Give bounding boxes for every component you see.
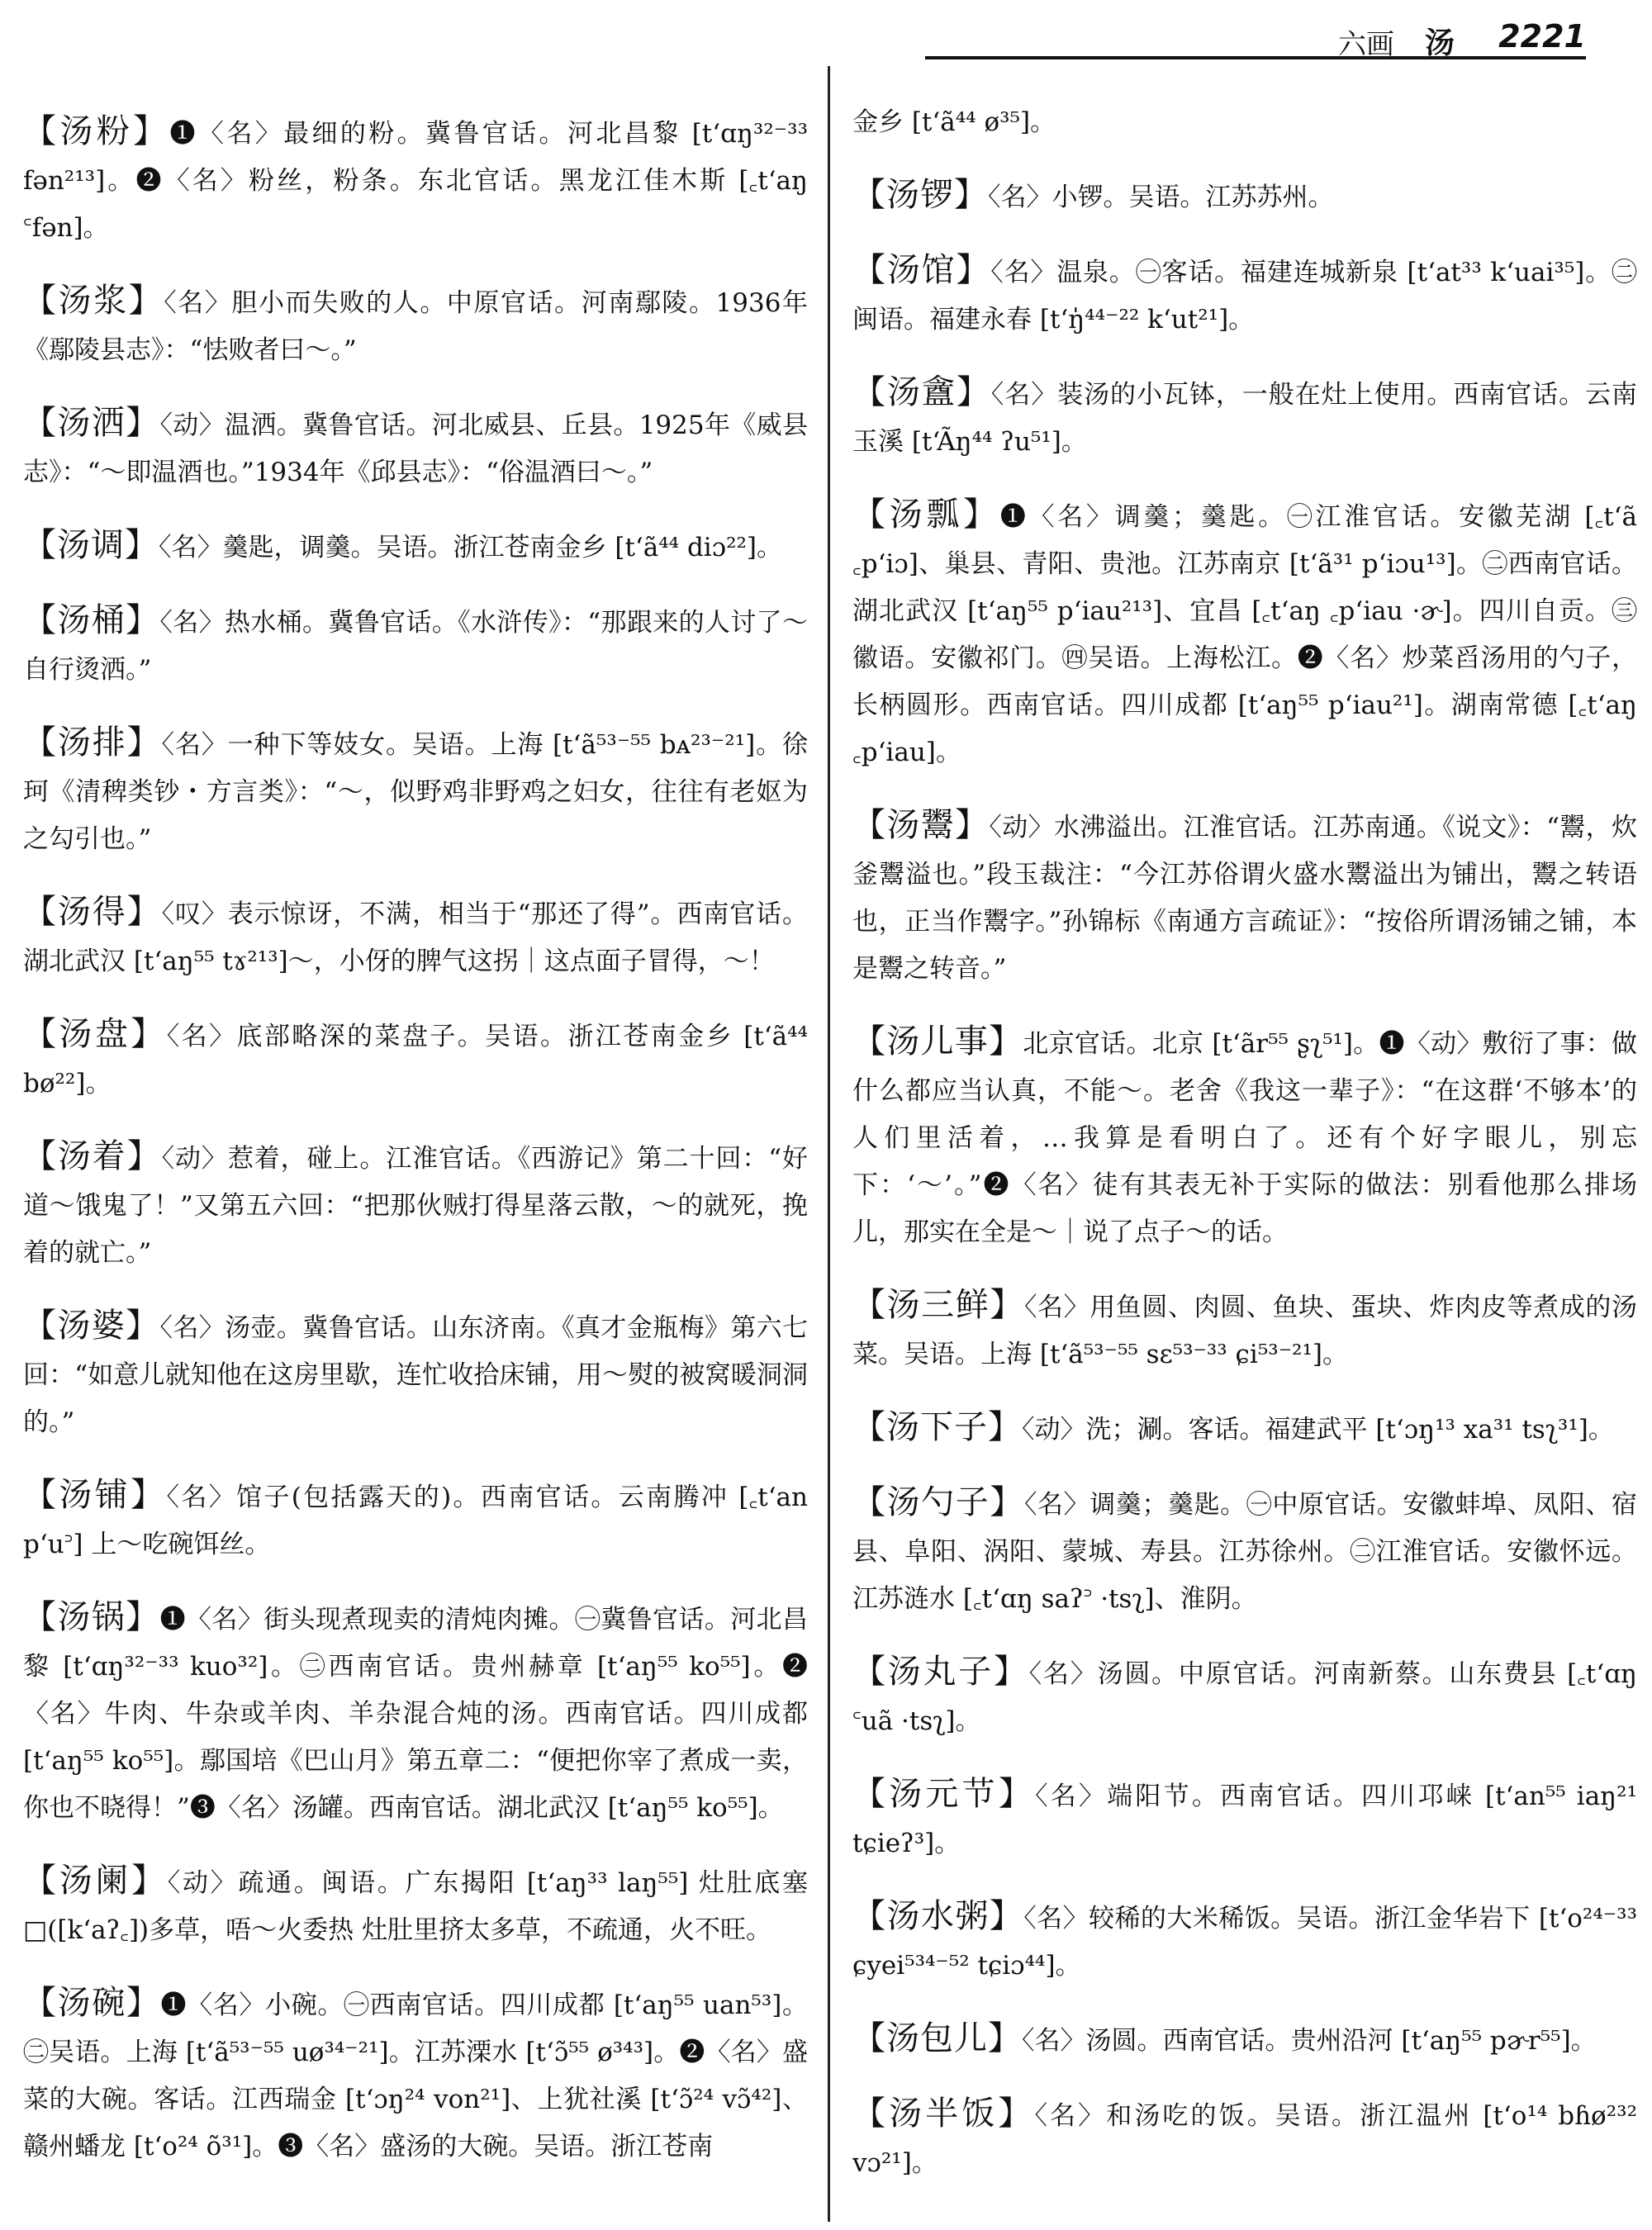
entry-definition: 〈名〉汤圆。中原官话。河南新蔡。山东费县 [꜀tʻɑŋ ꜂uã ·tsʅ]。	[852, 1659, 1637, 1736]
entry-definition: ❶〈名〉调羹；羹匙。㊀江淮官话。安徽芜湖 [꜀tʻã ꜀pʻiɔ]、巢县、青阳、贵池。江苏南京 [tʻã³¹ pʻiɔu¹³]。㊁西南官话。湖北武汉 [tʻaŋ⁵⁵ pʻiau²¹³]、宜昌 [꜀tʻaŋ ꜀pʻiau ·ɚ]。四川自贡。㊂徽语。安徽祁门。㊃吴语。上海松江。❷〈名〉炒菜舀汤用的勺子，长柄圆形。西南官话。四川成都 [tʻaŋ⁵⁵ pʻiau²¹]。湖南常德 [꜀tʻaŋ ꜀pʻiau]。	[852, 502, 1637, 767]
entry-definition: 〈名〉小锣。吴语。江苏苏州。	[988, 183, 1334, 212]
page-header	[925, 18, 1586, 59]
dictionary-entry	[852, 1282, 1637, 1378]
entry-headword: 【汤包儿】	[852, 2019, 1022, 2057]
entry-headword: 【汤排】	[23, 724, 162, 762]
entry-headword: 【汤调】	[23, 526, 159, 564]
dictionary-entry	[23, 522, 808, 572]
dictionary-entry	[852, 2015, 1637, 2065]
dictionary-entry	[23, 108, 808, 252]
dictionary-entry	[23, 1302, 808, 1446]
dictionary-entry	[852, 2090, 1637, 2187]
entry-headword: 【汤碗】	[23, 1984, 161, 2022]
entry-headword: 【汤元节】	[852, 1775, 1036, 1813]
entry-headword: 【汤下子】	[852, 1408, 1022, 1446]
entry-definition: 〈动〉疏通。闽语。广东揭阳 [tʻaŋ³³ laŋ⁵⁵] 灶肚底塞□([kʻaʔ꜀])多草，唔～火委热 灶肚里挤太多草，不疏通，火不旺。	[23, 1868, 808, 1945]
entry-headword: 【汤瓢】	[852, 496, 1000, 534]
dictionary-entry	[852, 1479, 1637, 1623]
dictionary-entry	[852, 1404, 1637, 1454]
entry-definition: 北京官话。北京 [tʻãr⁵⁵ ʂʅ⁵¹]。❶〈动〉敷衍了事：做什么都应当认真，不能～。老舍《我这一辈子》：“在这群‘不够本’的人们里活着，…我算是看明白了。还有个好字眼儿，别忘下：‘～’。”❷〈名〉徒有其表无补于实际的做法：别看他那么排场儿，那实在全是～｜说了点子～的话。	[852, 1029, 1637, 1247]
dictionary-entry	[23, 597, 808, 694]
dictionary-entry	[852, 1893, 1637, 1990]
entry-headword: 【汤半饭】	[852, 2095, 1035, 2133]
entry-headword: 【汤婆】	[23, 1307, 160, 1345]
entry-headword: 【汤阑】	[23, 1862, 168, 1900]
entry-headword: 【汤盦】	[852, 373, 991, 411]
entry-headword: 【汤浆】	[23, 282, 164, 320]
entry-definition: 〈动〉温洒。冀鲁官话。河北威县、丘县。1925年《威县志》：“～即温酒也。”1934年《邱县志》：“俗温酒曰～。”	[23, 410, 808, 487]
right-column	[852, 71, 1637, 2210]
header-character: 汤	[1425, 26, 1455, 60]
entry-headword: 【汤粉】	[23, 112, 170, 150]
dictionary-entry	[852, 802, 1637, 993]
entry-headword: 【汤得】	[23, 893, 162, 931]
entry-definition: 〈名〉较稀的大米稀饭。吴语。浙江金华岩下 [tʻo²⁴⁻³³ ɕyei⁵³⁴⁻⁵² tɕiɔ⁴⁴]。	[852, 1904, 1637, 1981]
entry-definition: 〈名〉装汤的小瓦钵，一般在灶上使用。西南官话。云南玉溪 [tʻÃŋ⁴⁴ ʔu⁵¹]。	[852, 380, 1637, 457]
entry-definition: 〈名〉调羹；羹匙。㊀中原官话。安徽蚌埠、凤阳、宿县、阜阳、涡阳、蒙城、寿县。江苏徐州。㊁江淮官话。安徽怀远。江苏涟水 [꜀tʻɑŋ saʔ꜄ ·tsʅ]、淮阴。	[852, 1490, 1637, 1614]
entry-definition: 〈名〉底部略深的菜盘子。吴语。浙江苍南金乡 [tʻã⁴⁴ bø²²]。	[23, 1022, 808, 1098]
left-column	[23, 83, 808, 2222]
dictionary-entry	[23, 278, 808, 374]
entry-definition: ❶〈名〉小碗。㊀西南官话。四川成都 [tʻaŋ⁵⁵ uan⁵³]。㊁吴语。上海 [tʻã⁵³⁻⁵⁵ uø³⁴⁻²¹]。江苏溧水 [tʻɔ̃⁵⁵ ø³⁴³]。❷〈名〉盛菜的大碗。客话。江西瑞金 [tʻɔŋ²⁴ von²¹]、上犹社溪 [tʻɔ̃²⁴ vɔ̃⁴²]、赣州蟠龙 [tʻo²⁴ õ³¹]。❸〈名〉盛汤的大碗。吴语。浙江苍南	[23, 1990, 808, 2161]
entry-definition: 金乡 [tʻã⁴⁴ ø³⁵]。	[852, 107, 1056, 137]
entry-definition: 〈名〉温泉。㊀客话。福建连城新泉 [tʻat³³ kʻuai³⁵]。㊁闽语。福建永春 [tʻŋ̍⁴⁴⁻²² kʻut²¹]。	[852, 258, 1637, 334]
entry-headword: 【汤水粥】	[852, 1897, 1024, 1935]
dictionary-entry	[23, 1133, 808, 1277]
entry-definition: 〈名〉馆子(包括露天的)。西南官话。云南腾冲 [꜀tʻan pʻu꜄] 上～吃碗饵丝。	[23, 1483, 808, 1559]
entry-headword: 【汤着】	[23, 1137, 162, 1175]
dictionary-entry	[852, 1649, 1637, 1745]
entry-headword: 【汤馆】	[852, 251, 991, 289]
dictionary-entry	[852, 369, 1637, 466]
entry-definition: 〈叹〉表示惊讶，不满，相当于“那还了得”。西南官话。湖北武汉 [tʻaŋ⁵⁵ tɤ²¹³]～，小伢的脾气这拐｜这点面子冒得，～！	[23, 899, 808, 976]
entry-headword: 【汤丸子】	[852, 1653, 1029, 1691]
dictionary-entry	[852, 172, 1637, 221]
entry-headword: 【汤勺子】	[852, 1483, 1024, 1521]
dictionary-entry	[23, 400, 808, 496]
dictionary-entry-continued	[852, 97, 1637, 146]
dictionary-entry	[23, 1858, 808, 1954]
entry-headword: 【汤盘】	[23, 1015, 167, 1053]
entry-definition: 〈名〉汤圆。西南官话。贵州沿河 [tʻaŋ⁵⁵ pɚr⁵⁵]。	[1022, 2026, 1597, 2056]
dictionary-entry	[852, 1771, 1637, 1867]
dictionary-entry	[23, 719, 808, 863]
dictionary-entry	[23, 1011, 808, 1108]
entry-definition: 〈动〉洗；涮。客话。福建武平 [tʻɔŋ¹³ xa³¹ tsʅ³¹]。	[1022, 1415, 1614, 1445]
dictionary-entry	[852, 247, 1637, 344]
dictionary-entry	[852, 1018, 1637, 1256]
section-label: 六画	[1338, 28, 1394, 61]
dictionary-entry	[852, 491, 1637, 776]
entry-headword: 【汤鬻】	[852, 806, 990, 844]
entry-definition: 〈名〉和汤吃的饭。吴语。浙江温州 [tʻo¹⁴ bɦø²³² vɔ²¹]。	[852, 2101, 1637, 2178]
entry-definition: 〈名〉羹匙，调羹。吴语。浙江苍南金乡 [tʻã⁴⁴ diɔ²²]。	[159, 533, 783, 562]
entry-definition: 〈名〉用鱼圆、肉圆、鱼块、蛋块、炸肉皮等煮成的汤菜。吴语。上海 [tʻã⁵³⁻⁵⁵ sɛ⁵³⁻³³ ɕi⁵³⁻²¹]。	[852, 1293, 1637, 1369]
entry-headword: 【汤洒】	[23, 404, 160, 442]
entry-definition: 〈动〉惹着，碰上。江淮官话。《西游记》第二十回：“好道～饿鬼了！”又第五六回：“把那伙贼打得星落云散，～的就死，挽着的就亡。”	[23, 1144, 808, 1268]
entry-headword: 【汤铺】	[23, 1476, 167, 1514]
entry-headword: 【汤锣】	[852, 176, 988, 214]
dictionary-entry	[23, 1594, 808, 1832]
entry-definition: 〈名〉热水桶。冀鲁官话。《水浒传》：“那跟来的人讨了～自行烫洒。”	[23, 608, 808, 685]
entry-headword: 【汤锅】	[23, 1598, 160, 1636]
entry-definition: 〈名〉一种下等妓女。吴语。上海 [tʻã⁵³⁻⁵⁵ bᴀ²³⁻²¹]。徐珂《清稗类钞・方言类》：“～，似野鸡非野鸡之妇女，往往有老妪为之勾引也。”	[23, 730, 808, 854]
dictionary-entry	[23, 1472, 808, 1568]
header-rule	[925, 56, 1586, 59]
entry-definition: 〈名〉胆小而失败的人。中原官话。河南鄢陵。1936年《鄢陵县志》：“怯败者曰～。”	[23, 288, 808, 365]
entry-headword: 【汤桶】	[23, 601, 160, 639]
entry-headword: 【汤儿事】	[852, 1022, 1023, 1060]
entry-definition: ❶〈名〉街头现煮现卖的清炖肉摊。㊀冀鲁官话。河北昌黎 [tʻɑŋ³²⁻³³ kuo³²]。㊁西南官话。贵州赫章 [tʻaŋ⁵⁵ ko⁵⁵]。❷〈名〉牛肉、牛杂或羊肉、羊杂混合炖的汤。西南官话。四川成都 [tʻaŋ⁵⁵ ko⁵⁵]。鄢国培《巴山月》第五章二：“便把你宰了煮成一卖，你也不晓得！”❸〈名〉汤罐。西南官话。湖北武汉 [tʻaŋ⁵⁵ ko⁵⁵]。	[23, 1605, 808, 1823]
dictionary-entry	[23, 1980, 808, 2171]
entry-definition: 〈动〉水沸溢出。江淮官话。江苏南通。《说文》：“鬻，炊釜鬻溢也。”段玉裁注：“今江苏俗谓火盛水鬻溢出为铺出，鬻之转语也，正当作鬻字。”孙锦标《南通方言疏证》：“按俗所谓汤铺之铺，本是鬻之转音。”	[852, 813, 1637, 984]
dictionary-entry	[23, 889, 808, 985]
column-divider	[828, 66, 830, 2222]
entry-definition: 〈名〉汤壶。冀鲁官话。山东济南。《真才金瓶梅》第六七回：“如意儿就知他在这房里歇，连忙收拾床铺，用～熨的被窝暖洞洞的。”	[23, 1313, 808, 1437]
entry-definition: ❶〈名〉最细的粉。冀鲁官话。河北昌黎 [tʻɑŋ³²⁻³³ fən²¹³]。❷〈名〉粉丝，粉条。东北官话。黑龙江佳木斯 [꜀tʻaŋ ꜂fən]。	[23, 119, 808, 243]
entry-definition: 〈名〉端阳节。西南官话。四川邛崃 [tʻan⁵⁵ iaŋ²¹ tɕieʔ³]。	[852, 1782, 1637, 1858]
page-number: 2221	[1498, 18, 1586, 55]
entry-headword: 【汤三鲜】	[852, 1286, 1024, 1324]
